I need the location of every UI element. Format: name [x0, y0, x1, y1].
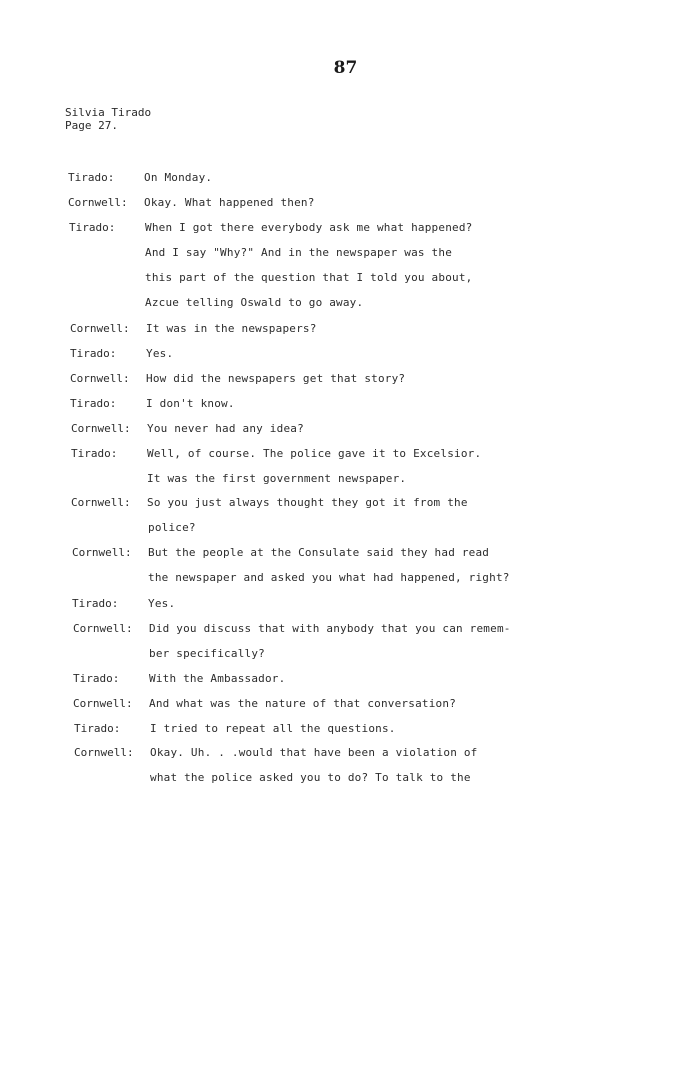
transcript-line: I don't know.	[146, 397, 235, 410]
transcript-line: Azcue telling Oswald to go away.	[145, 296, 364, 309]
speaker-label: Cornwell:	[71, 496, 131, 509]
transcript-line: Yes.	[146, 347, 174, 360]
transcript-line: With the Ambassador.	[149, 672, 286, 685]
speaker-label: Tirado:	[70, 397, 117, 410]
transcript-line: It was the first government newspaper.	[147, 472, 407, 485]
transcript-line: And I say "Why?" And in the newspaper was the	[145, 246, 453, 259]
speaker-label: Tirado:	[72, 597, 119, 610]
transcript-line: what the police asked you to do? To talk to the	[150, 771, 471, 784]
transcript-line: Okay. What happened then?	[144, 196, 315, 209]
transcript-line: And what was the nature of that conversation?	[149, 697, 457, 710]
transcript-line: ber specifically?	[149, 647, 265, 660]
witness-name: Silvia Tirado	[65, 106, 152, 119]
transcript-line: this part of the question that I told you about,	[145, 271, 473, 284]
transcript-line: I tried to repeat all the questions.	[150, 722, 396, 735]
speaker-label: Cornwell:	[70, 322, 130, 335]
speaker-label: Cornwell:	[71, 422, 131, 435]
speaker-label: Cornwell:	[73, 622, 133, 635]
transcript-line: Okay. Uh. . .would that have been a violation of	[150, 746, 478, 759]
transcript-line: How did the newspapers get that story?	[146, 372, 406, 385]
speaker-label: Tirado:	[69, 221, 116, 234]
document-header	[65, 106, 151, 132]
transcript-line: But the people at the Consulate said they had read	[148, 546, 490, 559]
speaker-label: Tirado:	[71, 447, 118, 460]
speaker-label: Cornwell:	[73, 697, 133, 710]
speaker-label: Tirado:	[73, 672, 120, 685]
transcript-line: It was in the newspapers?	[146, 322, 317, 335]
speaker-label: Cornwell:	[68, 196, 128, 209]
transcript-line: the newspaper and asked you what had happened, right?	[148, 571, 510, 584]
transcript-line: So you just always thought they got it from the	[147, 496, 468, 509]
speaker-label: Tirado:	[70, 347, 117, 360]
transcript-line: police?	[148, 521, 196, 534]
page-reference: Page 27.	[65, 119, 118, 132]
speaker-label: Tirado:	[74, 722, 121, 735]
transcript-line: When I got there everybody ask me what happened?	[145, 221, 473, 234]
transcript-line: On Monday.	[144, 171, 213, 184]
page-number: 87	[333, 58, 358, 78]
transcript-line: Well, of course. The police gave it to Excelsior.	[147, 447, 482, 460]
transcript-line: You never had any idea?	[147, 422, 304, 435]
speaker-label: Cornwell:	[72, 546, 132, 559]
speaker-label: Cornwell:	[74, 746, 134, 759]
transcript-line: Did you discuss that with anybody that you can remem-	[149, 622, 511, 635]
transcript-line: Yes.	[148, 597, 176, 610]
speaker-label: Cornwell:	[70, 372, 130, 385]
speaker-label: Tirado:	[68, 171, 115, 184]
